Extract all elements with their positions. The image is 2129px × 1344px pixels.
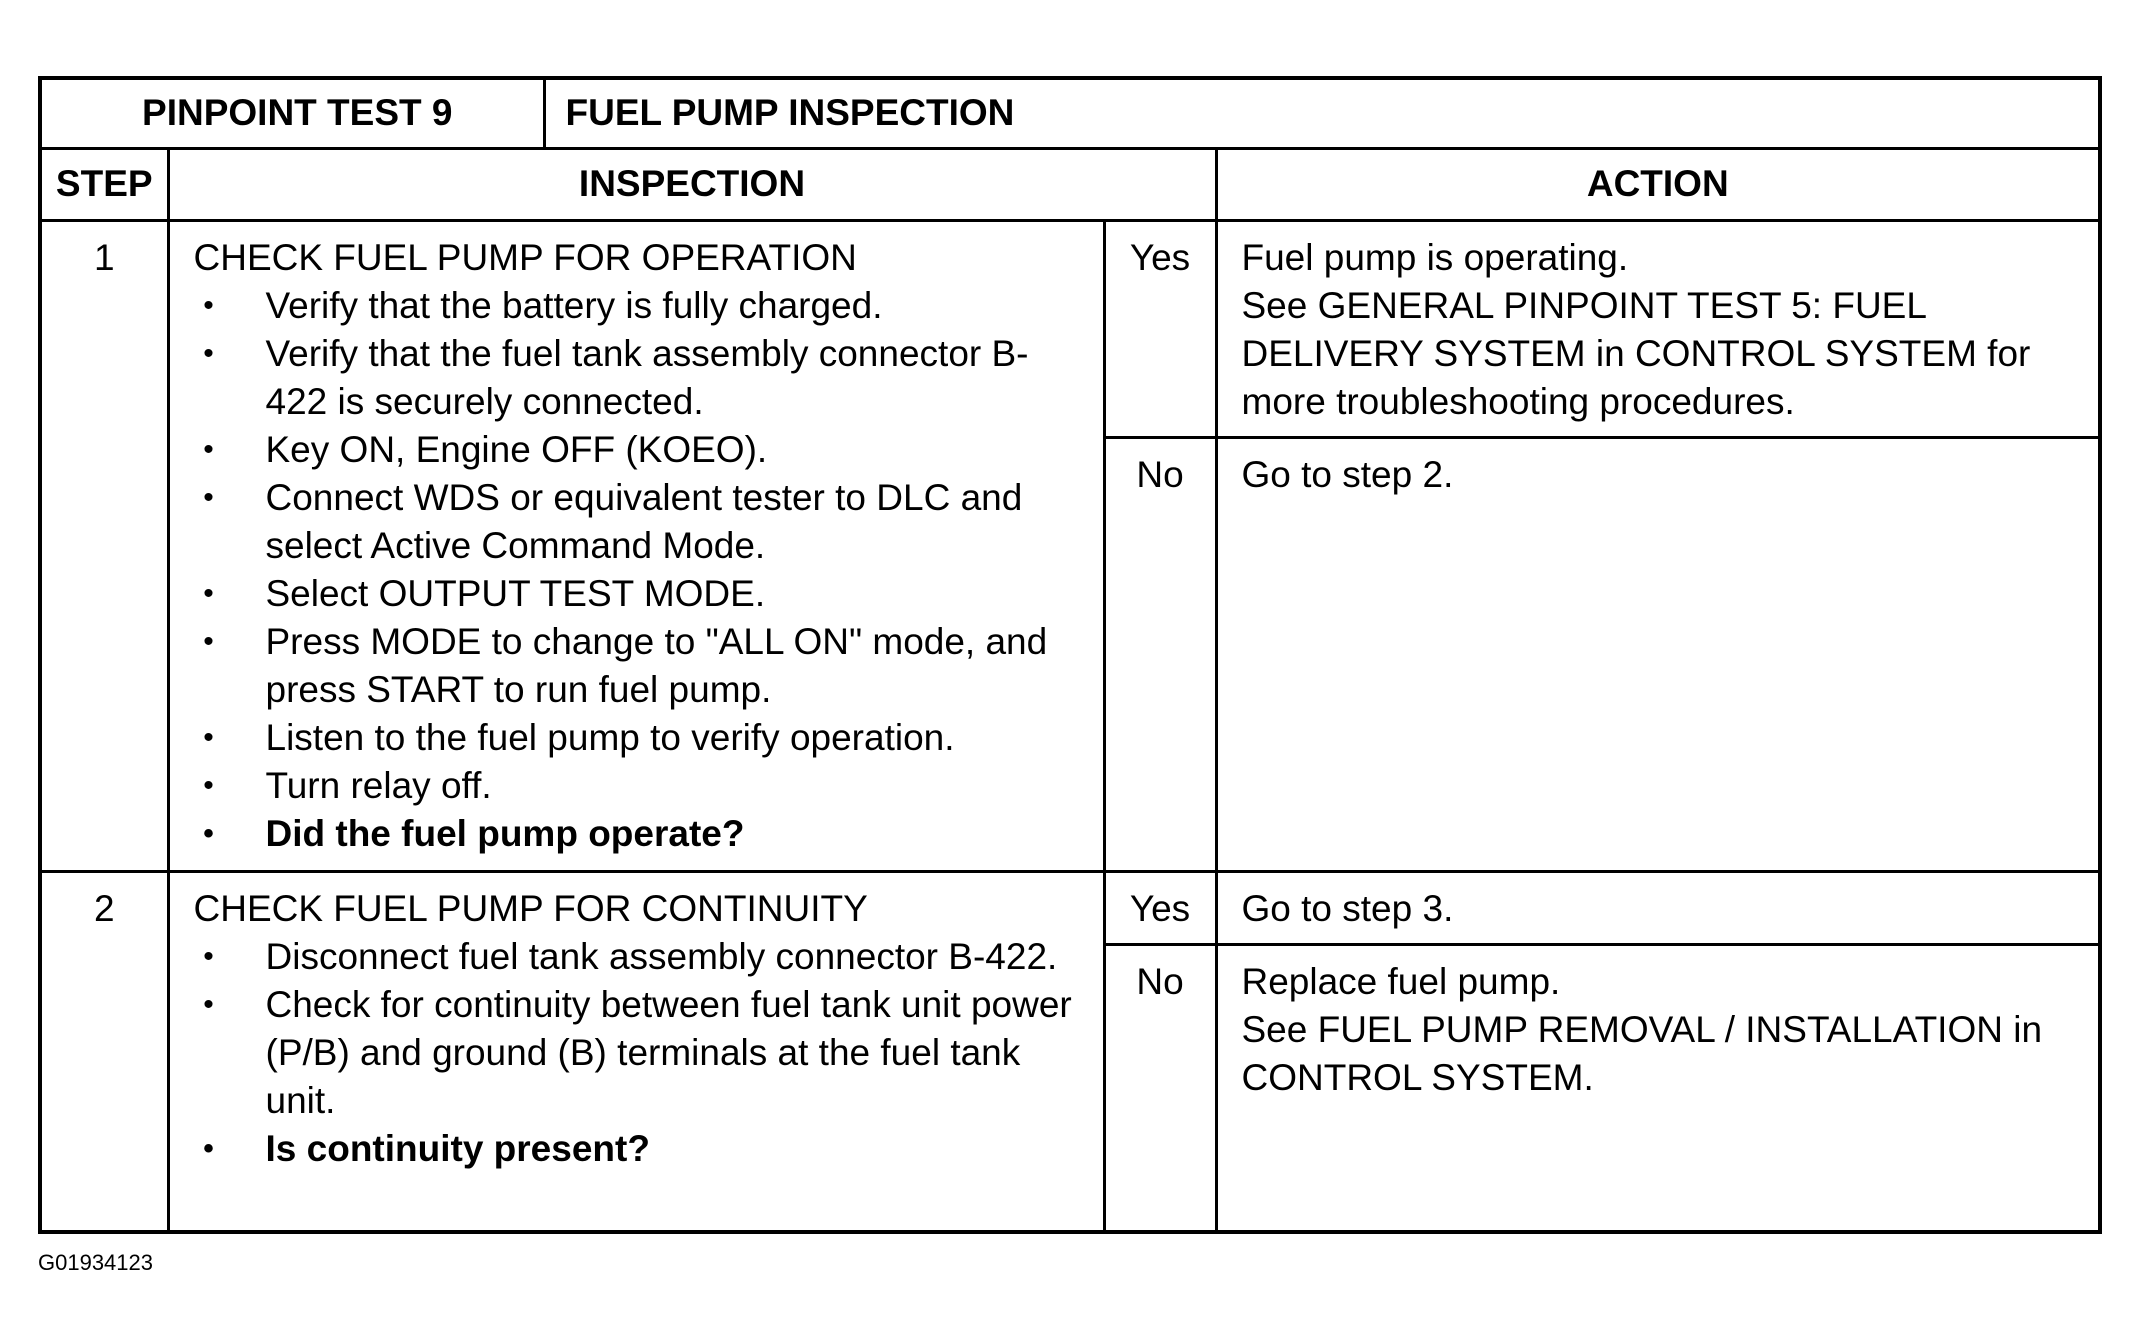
column-header-inspection: INSPECTION — [168, 148, 1216, 220]
table-row — [40, 871, 2100, 944]
bullet-icon: • — [203, 336, 214, 370]
no-action-cell — [1216, 437, 2100, 871]
inspection-cell — [168, 220, 1104, 871]
inspection-steps-list — [194, 933, 1083, 1173]
action-line: Go to step 3. — [1241, 887, 1454, 929]
bullet-icon: • — [203, 480, 214, 514]
table-row — [40, 220, 2100, 437]
bullet-icon: • — [203, 1131, 214, 1165]
inspection-steps-list — [194, 282, 1083, 858]
test-title: FUEL PUMP INSPECTION — [544, 78, 2100, 148]
list-item: • Press MODE to change to "ALL ON" mode, and press START to run fuel pump. — [194, 618, 1083, 714]
no-label: No — [1104, 437, 1216, 871]
yes-label: Yes — [1104, 220, 1216, 437]
no-label: No — [1104, 944, 1216, 1232]
step-number: 1 — [40, 220, 168, 871]
bullet-icon: • — [203, 816, 214, 850]
pinpoint-test-table — [38, 76, 2102, 1234]
action-line: Fuel pump is operating. — [1241, 236, 1629, 278]
action-line: Replace fuel pump. — [1241, 960, 1561, 1002]
bullet-icon: • — [203, 768, 214, 802]
list-item: • Verify that the fuel tank assembly connector B-422 is securely connected. — [194, 330, 1083, 426]
list-item: • Key ON, Engine OFF (KOEO). — [194, 426, 1083, 474]
yes-label: Yes — [1104, 871, 1216, 944]
list-item: • Verify that the battery is fully charged. — [194, 282, 1083, 330]
inspection-question: • Did the fuel pump operate? — [194, 810, 1083, 858]
yes-action-cell — [1216, 220, 2100, 437]
inspection-heading: CHECK FUEL PUMP FOR OPERATION — [193, 236, 857, 278]
bullet-icon: • — [203, 720, 214, 754]
list-item: • Disconnect fuel tank assembly connector B-422. — [194, 933, 1083, 981]
step-number: 2 — [40, 871, 168, 1232]
bullet-icon: • — [203, 576, 214, 610]
list-item: • Turn relay off. — [194, 762, 1083, 810]
test-number-label: PINPOINT TEST 9 — [40, 78, 544, 148]
bullet-icon: • — [203, 288, 214, 322]
action-line: Go to step 2. — [1241, 453, 1454, 495]
bullet-icon: • — [203, 432, 214, 466]
bullet-icon: • — [203, 987, 214, 1021]
inspection-cell — [168, 871, 1104, 1232]
no-action-cell — [1216, 944, 2100, 1232]
action-line: See GENERAL PINPOINT TEST 5: FUEL DELIVERY SYSTEM in CONTROL SYSTEM for more troubleshooting procedures. — [1241, 284, 2031, 422]
inspection-question: • Is continuity present? — [194, 1125, 1083, 1173]
inspection-heading: CHECK FUEL PUMP FOR CONTINUITY — [193, 887, 868, 929]
list-item: • Select OUTPUT TEST MODE. — [194, 570, 1083, 618]
list-item: • Listen to the fuel pump to verify operation. — [194, 714, 1083, 762]
figure-id: G01934123 — [38, 1250, 153, 1275]
list-item: • Connect WDS or equivalent tester to DLC and select Active Command Mode. — [194, 474, 1083, 570]
action-line: See FUEL PUMP REMOVAL / INSTALLATION in CONTROL SYSTEM. — [1241, 1008, 2043, 1098]
yes-action-cell — [1216, 871, 2100, 944]
column-header-action: ACTION — [1216, 148, 2100, 220]
column-header-step: STEP — [40, 148, 168, 220]
bullet-icon: • — [203, 939, 214, 973]
list-item: • Check for continuity between fuel tank unit power (P/B) and ground (B) terminals at the fuel tank unit. — [194, 981, 1083, 1125]
bullet-icon: • — [203, 624, 214, 658]
